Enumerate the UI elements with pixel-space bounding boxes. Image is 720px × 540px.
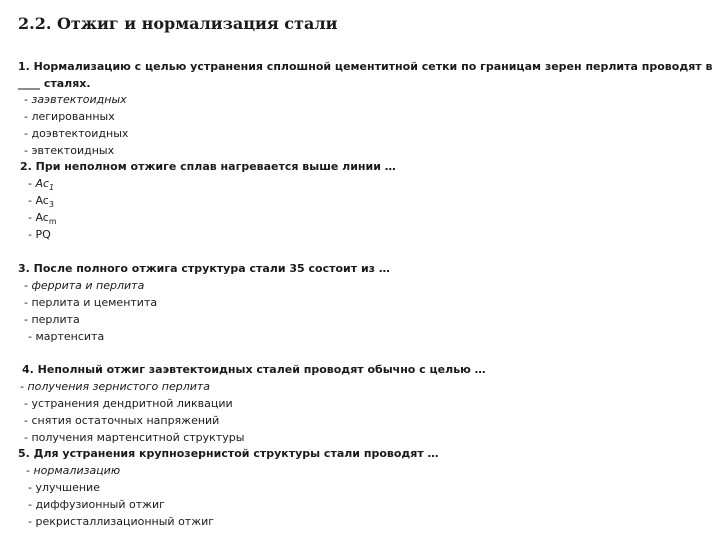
question-4-option-3: - снятия остаточных напряжений — [24, 414, 220, 427]
question-5-text: 5. Для устранения крупнозернистой структуры стали проводят … — [18, 447, 439, 460]
question-2-text: 2. При неполном отжиге сплав нагревается выше линии … — [20, 160, 396, 173]
question-5-option-2: - улучшение — [28, 481, 100, 494]
question-2-option-2-prefix: - Ac — [28, 194, 49, 207]
question-1-option-4: - эвтектоидных — [24, 144, 115, 157]
question-3-text: 3. После полного отжига структура стали 35 состоит из … — [18, 262, 390, 275]
question-5-option-3: - диффузионный отжиг — [28, 498, 165, 511]
question-3-option-1: - феррита и перлита — [24, 279, 145, 292]
question-5-option-4: - рекристаллизационный отжиг — [28, 515, 215, 528]
question-1-option-3: - доэвтектоидных — [24, 127, 129, 140]
question-1-option-1: - заэвтектоидных — [24, 93, 127, 106]
question-1-option-2: - легированных — [24, 110, 115, 123]
page-title: 2.2. Отжиг и нормализация стали — [18, 14, 338, 33]
question-5-option-1: - нормализацию — [26, 464, 121, 477]
question-2-option-1-prefix: - Ac — [28, 177, 50, 190]
question-4-text: 4. Неполный отжиг заэвтектоидных сталей проводят обычно с целью … — [22, 363, 486, 376]
question-4-option-2: - устранения дендритной ликвации — [24, 397, 233, 410]
question-2-option-2 — [28, 194, 54, 212]
question-2-option-3-prefix: - Ac — [28, 211, 49, 224]
question-3-option-4: - мартенсита — [28, 330, 105, 343]
question-2-option-3-subscript: m — [48, 217, 57, 227]
question-1-text-line-1: 1. Нормализацию с целью устранения сплошной цементитной сетки по границам зерен перлита проводят в — [18, 60, 713, 73]
question-3-option-2: - перлита и цементита — [24, 296, 158, 309]
question-2-option-1 — [28, 177, 54, 195]
question-1-text-line-2: ____ сталях. — [18, 77, 91, 90]
question-4-option-1: - получения зернистого перлита — [20, 380, 211, 393]
question-2-option-4: - PQ — [28, 228, 51, 241]
question-4-option-4: - получения мартенситной структуры — [24, 431, 245, 444]
question-3-option-3: - перлита — [24, 313, 80, 326]
question-2-option-2-subscript: 3 — [48, 200, 54, 210]
question-2-option-1-subscript: 1 — [49, 183, 55, 193]
question-2-option-3 — [28, 211, 57, 229]
